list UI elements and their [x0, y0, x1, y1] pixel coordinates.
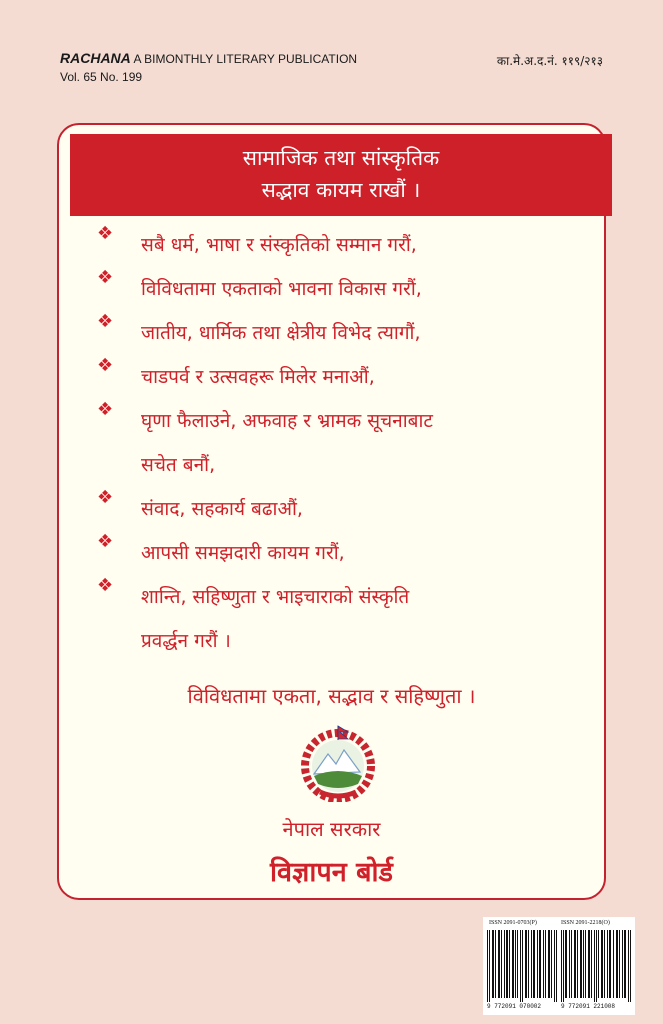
diamond-bullet-icon: ❖ — [97, 311, 114, 332]
tagline: विविधतामा एकता, सद्भाव र सहिष्णुता । — [187, 684, 476, 708]
banner-line-1: सामाजिक तथा सांस्कृतिक — [242, 146, 440, 170]
diamond-bullet-icon: ❖ — [97, 531, 114, 552]
heading-banner — [70, 134, 612, 216]
nepal-emblem-icon — [298, 722, 378, 802]
issn-print: ISSN 2091-0703(P) — [489, 920, 537, 926]
barcode-area — [483, 917, 635, 1015]
diamond-bullet-icon: ❖ — [97, 399, 114, 420]
banner-line-2: सद्भाव कायम राखौं । — [261, 178, 421, 202]
advertising-board-name: विज्ञापन बोर्ड — [270, 857, 393, 888]
barcode-digits-right: 9 772091 221008 — [561, 1003, 616, 1010]
registration-number: का.मे.अ.द.नं. ११९/२१३ — [496, 54, 603, 68]
diamond-bullet-icon: ❖ — [97, 355, 114, 376]
diamond-bullet-icon: ❖ — [97, 575, 114, 596]
magazine-subtitle: A BIMONTHLY LITERARY PUBLICATION — [133, 52, 358, 66]
barcode-right — [561, 930, 631, 1002]
government-name: नेपाल सरकार — [282, 817, 381, 841]
volume-number: Vol. 65 No. 199 — [60, 70, 143, 84]
message-panel: सामाजिक तथा सांस्कृतिक सद्भाव कायम राखौं । ❖ सबै धर्म, भाषा र संस्कृतिको सम्मान गरौं, ❖ विविधतामा एकताको भावना विकास गरौं, ❖ जातीय, धार्मिक तथा क्षेत्रीय विभेद त्यागौं, ❖ चाडपर्व र उत्सवहरू मिलेर मनाऔं, ❖ घृणा फैलाउने, अफवाह र भ्रामक सूचनाबाट सचेत बनौं, ❖ संवाद, सहकार्य बढाऔं, ❖ आपसी समझदारी कायम गरौं, ❖ शान्ति, सहिष्णुता र भाइचाराको संस्कृति प्रवर्द्धन गरौं । विविधतामा एकता, सद्भाव र सहिष्णुता । नेपाल सरकार विज्ञापन बोर्ड — [57, 123, 606, 900]
diamond-bullet-icon: ❖ — [97, 267, 114, 288]
barcode-left — [487, 930, 557, 1002]
diamond-bullet-icon: ❖ — [97, 487, 114, 508]
diamond-bullet-icon: ❖ — [97, 223, 114, 244]
magazine-name: RACHANA — [60, 50, 131, 66]
header-left — [60, 50, 357, 84]
barcode-digits-left: 9 772091 070002 — [487, 1003, 542, 1010]
issn-online: ISSN 2091-2218(O) — [561, 920, 610, 926]
